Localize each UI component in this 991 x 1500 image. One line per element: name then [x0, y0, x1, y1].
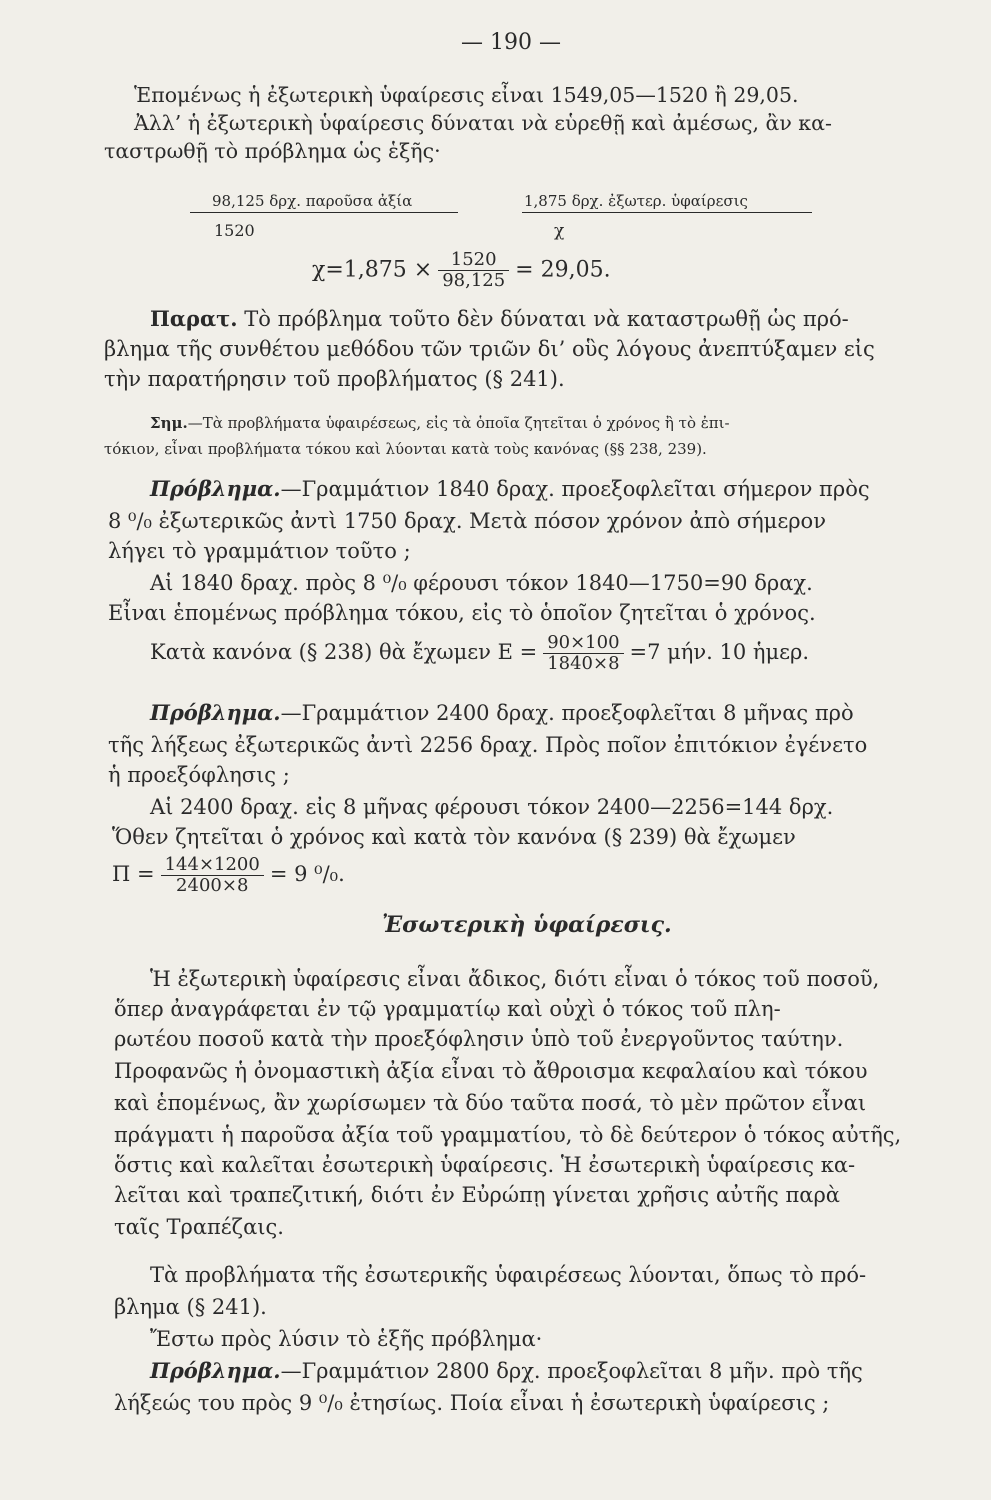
text-line: Αἱ 2400 δραχ. εἰς 8 μῆνας φέρουσι τόκον 2400—2256=144 δρχ. — [150, 795, 834, 819]
problem-2-line-1 — [150, 700, 854, 726]
equation-2-numerator: 90×100 — [543, 633, 623, 654]
problem-3-label: Πρόβλημα. — [150, 1358, 281, 1383]
note-label: Σημ. — [150, 414, 188, 432]
equation-1-denominator: 98,125 — [442, 270, 506, 291]
equation-1 — [312, 250, 611, 291]
note-text: —Τὰ προβλήματα ὑφαιρέσεως, εἰς τὰ ὁποῖα ζητεῖται ὁ χρόνος ἢ τὸ ἐπι- — [187, 414, 730, 432]
page-number: — 190 — — [461, 30, 561, 55]
problem-1-text: —Γραμμάτιον 1840 δραχ. προεξοφλεῖται σήμερον πρὸς — [280, 477, 870, 501]
note-line-1 — [150, 410, 730, 436]
problem-1-label: Πρόβλημα. — [150, 476, 281, 501]
problem-2-text: —Γραμμάτιον 2400 δραχ. προεξοφλεῖται 8 μῆνας πρὸ — [280, 701, 854, 725]
text-line: Αἱ 1840 δραχ. πρὸς 8 ⁰/₀ φέρουσι τόκον 1840—1750=90 δραχ. — [150, 571, 813, 595]
equation-3-rhs: = 9 ⁰/₀. — [269, 862, 345, 886]
text-line: τὴν παρατήρησιν τοῦ προβλήματος (§ 241). — [104, 367, 565, 391]
equation-3-fraction — [161, 855, 264, 896]
equation-2-lhs: Κατὰ κανόνα (§ 238) θὰ ἔχωμεν Ε = — [150, 640, 538, 664]
problem-3-text: —Γραμμάτιον 2800 δρχ. προεξοφλεῖται 8 μῆν. πρὸ τῆς — [280, 1359, 863, 1383]
equation-3 — [112, 852, 345, 896]
equation-3-lhs: Π = — [112, 862, 155, 886]
problem-3-line-1 — [150, 1358, 863, 1384]
equation-1-fraction — [438, 250, 509, 291]
text-line: λεῖται καὶ τραπεζιτική, διότι ἐν Εὐρώπῃ γίνεται χρῆσις αὐτῆς παρὰ — [114, 1183, 840, 1207]
text-line: τόκιον, εἶναι προβλήματα τόκου καὶ λύονται κατὰ τοὺς κανόνας (§§ 238, 239). — [104, 440, 707, 458]
text-line: ἡ προεξόφλησις ; — [108, 763, 290, 787]
proportion-right-bar — [522, 212, 812, 213]
problem-2-label: Πρόβλημα. — [150, 700, 281, 725]
proportion-left-bar — [190, 212, 458, 213]
text-line: βλημα (§ 241). — [114, 1295, 267, 1319]
text-line: τῆς λήξεως ἐξωτερικῶς ἀντὶ 2256 δραχ. Πρὸς ποῖον ἐπιτόκιον ἐγένετο — [108, 733, 868, 757]
text-line: 8 ⁰/₀ ἐξωτερικῶς ἀντὶ 1750 δραχ. Μετὰ πόσον χρόνον ἀπὸ σήμερον — [108, 509, 826, 533]
proportion-left-denominator: 1520 — [214, 221, 255, 240]
remark-label: Παρατ. — [150, 306, 238, 331]
text-line: Ἀλλ’ ἡ ἐξωτερικὴ ὑφαίρεσις δύναται νὰ εὑρεθῇ καὶ ἀμέσως, ἂν κα- — [134, 111, 832, 135]
text-line: λήγει τὸ γραμμάτιον τοῦτο ; — [108, 539, 411, 563]
text-line: βλημα τῆς συνθέτου μεθόδου τῶν τριῶν δι’ οὓς λόγους ἀνεπτύξαμεν εἰς — [104, 337, 875, 361]
proportion-right-numerator: 1,875 δρχ. ἐξωτερ. ὑφαίρεσις — [524, 192, 748, 210]
text-line: ὅστις καὶ καλεῖται ἐσωτερικὴ ὑφαίρεσις. Ἡ ἐσωτερικὴ ὑφαίρεσις κα- — [114, 1153, 856, 1177]
proportion-left-numerator: 98,125 δρχ. παροῦσα ἀξία — [212, 192, 413, 210]
text-line: πράγματι ἡ παροῦσα ἀξία τοῦ γραμματίου, τὸ δὲ δεύτερον ὁ τόκος αὐτῆς, — [114, 1123, 902, 1147]
problem-1-line-1 — [150, 476, 870, 502]
remark-line-1 — [150, 306, 849, 332]
equation-1-numerator: 1520 — [438, 250, 509, 271]
text-line: Ἡ ἐξωτερικὴ ὑφαίρεσις εἶναι ἄδικος, διότι εἶναι ὁ τόκος τοῦ ποσοῦ, — [150, 967, 880, 991]
text-line: ὅπερ ἀναγράφεται ἐν τῷ γραμματίῳ καὶ οὐχὶ ὁ τόκος τοῦ πλη- — [114, 997, 781, 1021]
text-line: Τὰ προβλήματα τῆς ἐσωτερικῆς ὑφαιρέσεως λύονται, ὅπως τὸ πρό- — [150, 1263, 867, 1287]
equation-3-denominator: 2400×8 — [176, 875, 249, 896]
equation-2-rhs: =7 μήν. 10 ἡμερ. — [629, 640, 810, 664]
text-line: ταῖς Τραπέζαις. — [114, 1215, 284, 1239]
text-line: ρωτέου ποσοῦ κατὰ τὴν προεξόφλησιν ὑπὸ τοῦ ἐνεργοῦντος ταύτην. — [114, 1027, 844, 1051]
equation-1-lhs: χ=1,875 × — [312, 257, 433, 283]
equation-2 — [150, 630, 809, 674]
equation-2-fraction — [543, 633, 623, 674]
text-line: καὶ ἑπομένως, ἂν χωρίσωμεν τὰ δύο ταῦτα ποσά, τὸ μὲν πρῶτον εἶναι — [114, 1091, 867, 1115]
proportion-right-denominator: χ — [554, 221, 565, 241]
text-line: Ἔστω πρὸς λύσιν τὸ ἑξῆς πρόβλημα· — [150, 1327, 543, 1351]
text-line: λήξεώς του πρὸς 9 ⁰/₀ ἐτησίως. Ποία εἶναι ἡ ἐσωτερικὴ ὑφαίρεσις ; — [114, 1391, 830, 1415]
text-line: Ἑπομένως ἡ ἐξωτερικὴ ὑφαίρεσις εἶναι 1549,05—1520 ἢ 29,05. — [134, 83, 799, 107]
text-line: ταστρωθῇ τὸ πρόβλημα ὡς ἑξῆς· — [104, 139, 441, 163]
equation-1-rhs: = 29,05. — [515, 257, 611, 283]
text-line: Προφανῶς ἡ ὀνομαστικὴ ἀξία εἶναι τὸ ἄθροισμα κεφαλαίου καὶ τόκου — [114, 1059, 868, 1083]
text-line: Ὅθεν ζητεῖται ὁ χρόνος καὶ κατὰ τὸν κανόνα (§ 239) θὰ ἔχωμεν — [112, 825, 796, 849]
equation-3-numerator: 144×1200 — [161, 855, 264, 876]
text-line: Εἶναι ἑπομένως πρόβλημα τόκου, εἰς τὸ ὁποῖον ζητεῖται ὁ χρόνος. — [108, 601, 816, 625]
equation-2-denominator: 1840×8 — [547, 653, 620, 674]
remark-text: Τὸ πρόβλημα τοῦτο δὲν δύναται νὰ καταστρωθῇ ὡς πρό- — [244, 307, 849, 331]
section-heading: Ἐσωτερικὴ ὑφαίρεσις. — [382, 912, 672, 938]
